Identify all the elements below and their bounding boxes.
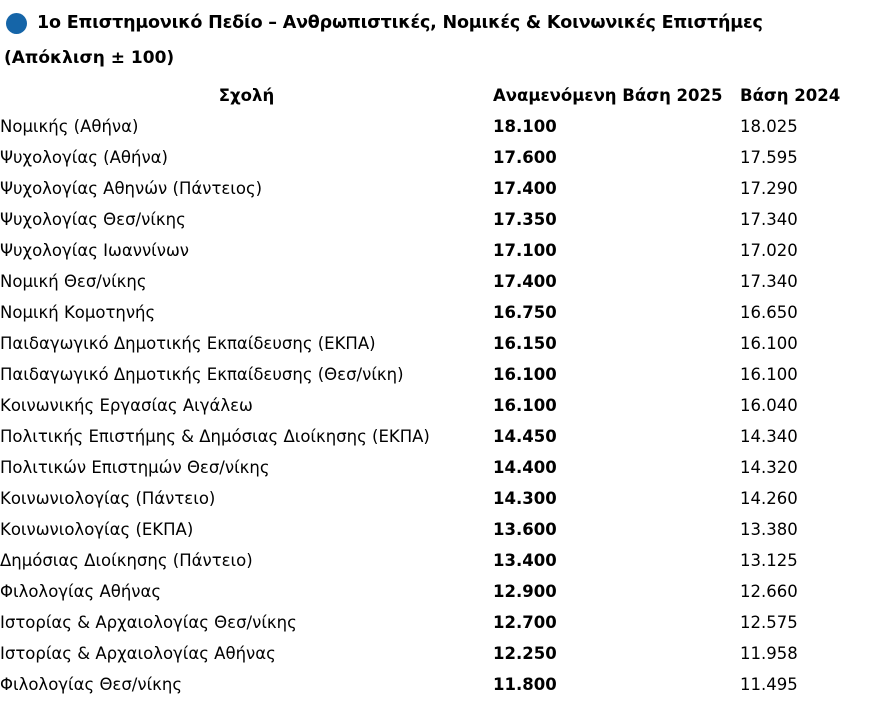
cell-expected: 12.700 <box>493 613 557 632</box>
page-header <box>0 0 880 38</box>
cell-school: Κοινωνικής Εργασίας Αιγάλεω <box>0 396 253 415</box>
table-row <box>0 483 880 514</box>
column-header-base: Βάση 2024 <box>740 86 841 105</box>
cell-expected: 17.100 <box>493 241 557 260</box>
cell-school: Ιστορίας & Αρχαιολογίας Θεσ/νίκης <box>0 613 297 632</box>
cell-school: Κοινωνιολογίας (ΕΚΠΑ) <box>0 520 194 539</box>
column-header-school: Σχολή <box>218 86 275 105</box>
cell-expected: 16.750 <box>493 303 557 322</box>
cell-expected: 12.900 <box>493 582 557 601</box>
table-row <box>0 359 880 390</box>
table-row <box>0 111 880 142</box>
table-row <box>0 669 880 700</box>
cell-school: Ψυχολογίας (Αθήνα) <box>0 148 168 167</box>
cell-expected: 16.100 <box>493 365 557 384</box>
cell-base: 17.340 <box>740 210 798 229</box>
cell-base: 13.380 <box>740 520 798 539</box>
cell-expected: 13.600 <box>493 520 557 539</box>
cell-base: 11.495 <box>740 675 798 694</box>
cell-school: Παιδαγωγικό Δημοτικής Εκπαίδευσης (ΕΚΠΑ) <box>0 334 376 353</box>
table-row <box>0 173 880 204</box>
cell-base: 11.958 <box>740 644 798 663</box>
table-header-row <box>0 80 880 111</box>
table-row <box>0 266 880 297</box>
cell-base: 17.595 <box>740 148 798 167</box>
cell-school: Νομικής (Αθήνα) <box>0 117 139 136</box>
cell-base: 16.100 <box>740 365 798 384</box>
cell-expected: 16.100 <box>493 396 557 415</box>
table-row <box>0 545 880 576</box>
cell-school: Ψυχολογίας Ιωαννίνων <box>0 241 190 260</box>
cell-base: 16.650 <box>740 303 798 322</box>
cell-expected: 17.350 <box>493 210 557 229</box>
cell-base: 14.320 <box>740 458 798 477</box>
cell-school: Φιλολογίας Αθήνας <box>0 582 162 601</box>
table-row <box>0 421 880 452</box>
cell-expected: 13.400 <box>493 551 557 570</box>
cell-expected: 14.300 <box>493 489 557 508</box>
cell-school: Ιστορίας & Αρχαιολογίας Αθήνας <box>0 644 276 663</box>
cell-base: 16.100 <box>740 334 798 353</box>
table-row <box>0 638 880 669</box>
cell-school: Δημόσιας Διοίκησης (Πάντειο) <box>0 551 253 570</box>
cell-school: Ψυχολογίας Θεσ/νίκης <box>0 210 186 229</box>
table-row <box>0 328 880 359</box>
cell-school: Πολιτικών Επιστημών Θεσ/νίκης <box>0 458 270 477</box>
cell-expected: 14.450 <box>493 427 557 446</box>
cell-school: Πολιτικής Επιστήμης & Δημόσιας Διοίκησης (ΕΚΠΑ) <box>0 427 430 446</box>
table-row <box>0 514 880 545</box>
cell-base: 14.260 <box>740 489 798 508</box>
table-row <box>0 235 880 266</box>
cell-expected: 11.800 <box>493 675 557 694</box>
cell-expected: 12.250 <box>493 644 557 663</box>
cell-base: 17.020 <box>740 241 798 260</box>
cell-expected: 16.150 <box>493 334 557 353</box>
grades-table <box>0 80 880 700</box>
table-row <box>0 576 880 607</box>
table-row <box>0 607 880 638</box>
table-row <box>0 297 880 328</box>
cell-base: 12.660 <box>740 582 798 601</box>
cell-base: 13.125 <box>740 551 798 570</box>
cell-expected: 18.100 <box>493 117 557 136</box>
table-row <box>0 142 880 173</box>
column-header-expected: Αναμενόμενη Βάση 2025 <box>493 86 723 105</box>
cell-expected: 17.400 <box>493 179 557 198</box>
cell-base: 16.040 <box>740 396 798 415</box>
cell-school: Φιλολογίας Θεσ/νίκης <box>0 675 183 694</box>
cell-school: Ψυχολογίας Αθηνών (Πάντειος) <box>0 179 263 198</box>
blue-bullet-icon <box>6 13 27 34</box>
cell-base: 12.575 <box>740 613 798 632</box>
cell-school: Κοινωνιολογίας (Πάντειο) <box>0 489 216 508</box>
deviation-note: (Απόκλιση ± 100) <box>4 48 175 68</box>
cell-school: Νομική Κομοτηνής <box>0 303 156 322</box>
table-row <box>0 204 880 235</box>
cell-expected: 17.400 <box>493 272 557 291</box>
cell-expected: 14.400 <box>493 458 557 477</box>
cell-school: Νομική Θεσ/νίκης <box>0 272 147 291</box>
cell-base: 14.340 <box>740 427 798 446</box>
cell-expected: 17.600 <box>493 148 557 167</box>
table-row <box>0 452 880 483</box>
table-row <box>0 390 880 421</box>
page-title: 1ο Επιστημονικό Πεδίο – Ανθρωπιστικές, Νομικές & Κοινωνικές Επιστήμες <box>37 13 763 33</box>
cell-base: 18.025 <box>740 117 798 136</box>
cell-base: 17.340 <box>740 272 798 291</box>
table-body <box>0 111 880 700</box>
cell-base: 17.290 <box>740 179 798 198</box>
cell-school: Παιδαγωγικό Δημοτικής Εκπαίδευσης (Θεσ/νίκη) <box>0 365 404 384</box>
